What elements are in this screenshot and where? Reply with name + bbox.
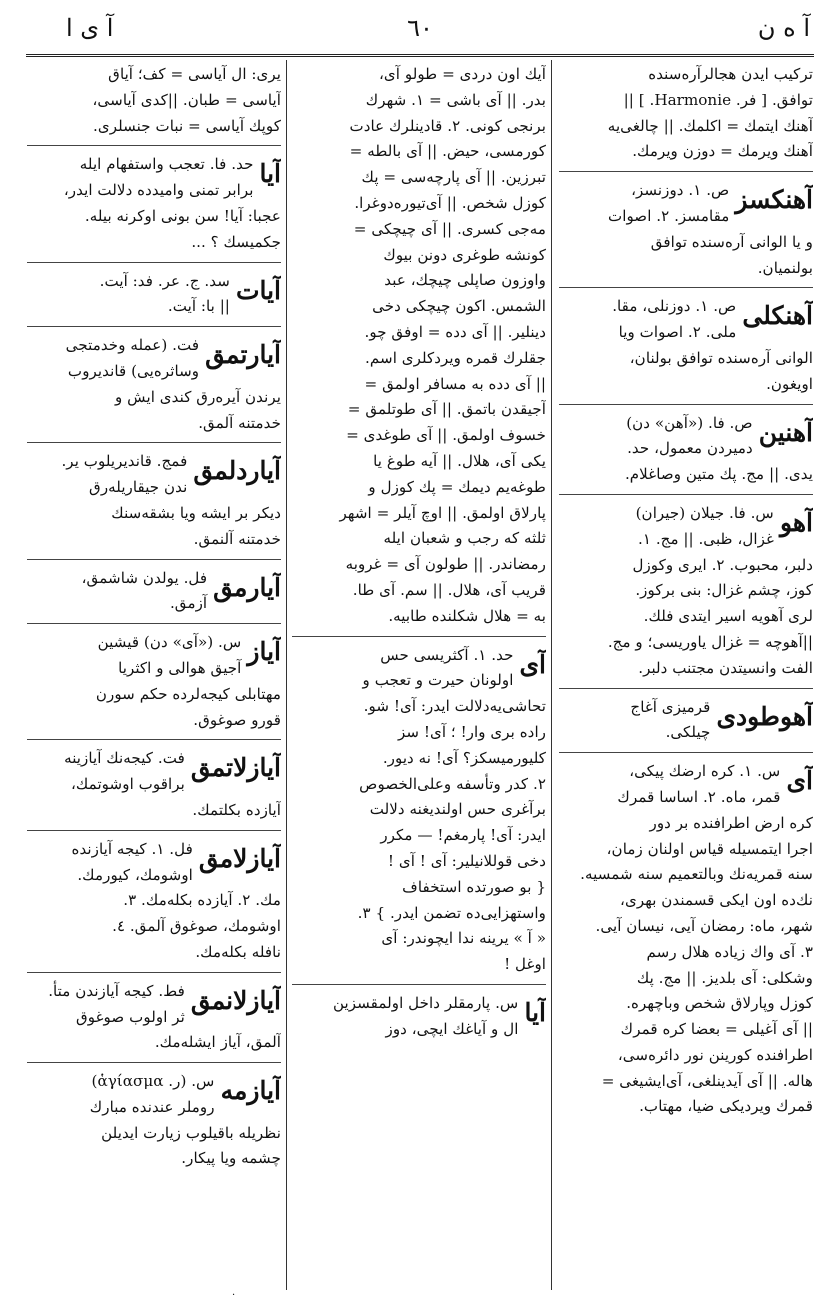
page-mark: ·: [232, 1290, 236, 1301]
entry-text-line: یرندن آیره‌رق کندی ایش و: [115, 387, 281, 406]
entry-text-line: چیلکی.: [665, 723, 711, 742]
entry-text-line: اوشومك، کیورمك.: [77, 865, 193, 884]
entry-text-line: { بو صورتده استخفاف: [402, 877, 546, 896]
dictionary-entry: [559, 501, 813, 689]
entry-headword: آی: [519, 649, 546, 679]
entry-headword: آیاز: [247, 637, 281, 667]
entry-text-line: || با: آیت.: [167, 297, 230, 316]
entry-headword: آیارتمق: [205, 340, 281, 370]
entry-text-line: || آی دده به مسافر اولمق =: [364, 374, 546, 393]
entry-text-line: آیك اون دردی = طولو آی،: [379, 65, 546, 83]
page-number: ٦٠: [407, 14, 433, 42]
header-rule: [26, 54, 814, 57]
entry-headword: آیازلانمق: [190, 985, 281, 1015]
entry-text-line: کوپك آیاسی = نبات جنسلری.: [93, 116, 281, 135]
dictionary-entry: [292, 643, 546, 985]
entry-headword: آیازمه: [220, 1076, 281, 1106]
entry-text-line: جکمیسك ؟ ...: [191, 232, 281, 251]
entry-text-line: سد. ج. عر. فد: آیت.: [99, 271, 230, 290]
entry-text-line: حد. ۱. آکثریسی حس: [380, 645, 514, 664]
entry-text-line: اوشومك، صوغوق آلمق. ٤.: [112, 917, 281, 936]
entry-text-line: توافق. [ فر. Harmonie. ] ||: [623, 90, 813, 109]
dictionary-entry: [559, 178, 813, 288]
dictionary-entry: [559, 294, 813, 404]
entry-headword: آیازلاتمق: [190, 753, 281, 783]
entry-text-line: رمضاندر. || طولون آی = غروبه: [345, 555, 546, 574]
entry-text-line: س. (ر. ἁγίασμα): [91, 1072, 215, 1091]
entry-text-line: سنه قمریه‌نك وبالتعمیم سنه شمسیه.: [580, 865, 813, 884]
entry-text-line: پارلاق اولمق. || اوچ آیلر = اشهر: [339, 503, 546, 522]
entry-text-line: مك. ۲. آیازده بکله‌مك. ۳.: [123, 891, 281, 910]
entry-text-line: روملر عندنده مبارك: [89, 1097, 215, 1116]
entry-headword: آیازلامق: [198, 843, 281, 873]
entry-text-line: برآغری حس اولندیغنه دلالت: [369, 800, 546, 819]
entry-text-line: قرمیزی آغاج: [630, 697, 711, 716]
entry-text-line: و یا الوانی آره‌سنده توافق: [650, 232, 813, 251]
entry-headword: آهنکسز: [735, 185, 813, 215]
entry-text-line: ایدر: آی! پارمغم! — مکرر: [380, 826, 546, 845]
entry-text-line: فت. کیجه‌نك آیازینه: [64, 749, 185, 768]
entry-text-line: وشکلی: آی بلدیز. || مج. پك: [636, 968, 813, 987]
entry-text-line: نك‌ده اون ایکی قسمندن بهری،: [620, 891, 813, 910]
entry-text-line: کلیورمیسکز؟ آی! نه دیور.: [382, 748, 546, 767]
entry-text-line: آیازده بکلتمك.: [192, 800, 281, 819]
dictionary-entry: [559, 411, 813, 495]
entry-headword: آهنکلی: [742, 301, 813, 331]
entry-headword: آهنین: [758, 417, 813, 447]
entry-text-line: چشمه ویا پیکار.: [181, 1149, 281, 1168]
entry-text-line: وساثره‌یی) قاندیروب: [67, 361, 200, 380]
entry-text-line: الفت وانسیتدن مجتنب دلبر.: [638, 658, 813, 677]
entry-text-line: س. («آی» دن) قیشین: [97, 633, 242, 652]
entry-text-line: واوزون صاپلی چیچك، عبد: [384, 271, 546, 290]
column-divider: [551, 60, 552, 1290]
entry-text-line: ثر اولوب صوغوق: [75, 1007, 185, 1026]
entry-headword: آیا: [259, 159, 281, 189]
column-left: [27, 62, 281, 1282]
entry-headword: آیا: [524, 997, 546, 1027]
entry-text-line: || آی آغیلی = بعضا کره قمرك: [620, 1020, 813, 1039]
entry-text-line: کورمسی، حیض. || آی بالطه =: [349, 142, 546, 161]
entry-text-line: عجبا: آیا! سن بونی اوکرنه بیله.: [84, 206, 281, 225]
entry-text-line: دیکر بر ایشه ویا بشقه‌سنك: [111, 503, 281, 522]
entry-text-line: اوغل !: [504, 955, 546, 974]
dictionary-entry: [27, 979, 281, 1063]
entry-text-line: ۲. کدر وتأسفه وعلی‌الخصوص: [359, 774, 546, 793]
entry-text-line: آزمق.: [169, 594, 208, 613]
entry-text-line: اجرا ایتمسیله قیاس اولنان زمان،: [606, 839, 813, 858]
entry-text-line: مه‌جی کسری. || آی چیچکی =: [353, 219, 546, 238]
dictionary-entry: [27, 333, 281, 443]
entry-headword: آهوطودی: [716, 701, 813, 731]
entry-text-line: ||آهوچه = غزال یاوریسی؛ و مج.: [607, 632, 813, 651]
entry-text-line: مقامسز. ۲. اصوات: [607, 206, 730, 225]
entry-text-line: اویغون.: [766, 374, 813, 393]
dictionary-entry: [292, 62, 546, 637]
header-guide-word-left: آ ى ا: [66, 14, 114, 42]
entry-text-line: خدمتنه آلنمق.: [193, 529, 281, 548]
entry-text-line: فط. کیجه آیازندن متأ.: [48, 981, 185, 1000]
entry-headword: آیارمق: [213, 572, 281, 602]
entry-text-line: قمرك ویردیکی ضیا، مهتاب.: [639, 1097, 813, 1116]
entry-text-line: فت. (عمله وخدمتجی: [65, 336, 200, 355]
entry-text-line: ندن جیقاریلەرق: [89, 478, 188, 497]
entry-text-line: ص. فا. («آهن» دن): [626, 413, 753, 432]
header-guide-word-right: آ ه ن: [757, 14, 810, 42]
entry-text-line: به = هلال شکلنده طابیه.: [388, 606, 546, 625]
entry-text-line: لری آهویه اسیر ایتدی فلك.: [643, 607, 813, 626]
entry-headword: آهو: [779, 507, 813, 537]
dictionary-entry: [27, 62, 281, 146]
dictionary-entry: [27, 630, 281, 740]
entry-text-line: ص. ۱. دوزنلی، مقا.: [612, 297, 737, 316]
entry-text-line: ال و آیاغك ایچی، دوز: [385, 1019, 519, 1038]
entry-text-line: یکی آی، هلال. || آیه طوغ یا: [373, 451, 546, 470]
column-right: [559, 62, 813, 1282]
entry-text-line: دمیردن معمول، حد.: [627, 439, 753, 458]
entry-text-line: جقلرك قمره ویردکلری اسم.: [365, 348, 546, 367]
entry-text-line: س. ۱. کره ارضك پیکی،: [629, 762, 781, 781]
entry-text-line: غزال، ظبی. || مج. ۱.: [638, 529, 774, 548]
entry-text-line: ص. ۱. دوزنسز،: [631, 181, 730, 200]
dictionary-entry: [292, 991, 546, 1049]
entry-text-line: برابر تمنی وامیدده دلالت ایدر،: [63, 181, 254, 200]
entry-text-line: هاله. || آی آیدینلغی، آی‌ایشیغی =: [601, 1071, 813, 1090]
entry-text-line: برنجی کونی. ۲. قادینلرك عادت: [349, 116, 546, 135]
entry-text-line: خدمتنه آلمق.: [198, 413, 281, 432]
entry-text-line: بدر. || آی باشی = ۱. شهرك: [365, 90, 546, 109]
entry-text-line: یری: ال آیاسی = کف؛ آیاق: [108, 65, 281, 83]
entry-text-line: قورو صوغوق.: [193, 710, 281, 729]
column-divider: [286, 60, 287, 1290]
entry-text-line: نظریله باقیلوب زیارت ایدیلن: [101, 1123, 281, 1142]
entry-text-line: قمر، ماه. ۲. اساسا قمرك: [617, 787, 781, 806]
entry-text-line: آهنك ویرمك = دوزن ویرمك.: [632, 142, 813, 161]
dictionary-entry: [27, 746, 281, 830]
entry-text-line: تحاشی‌یه‌دلالت ایدر: آی! شو.: [363, 697, 546, 716]
entry-text-line: طوغه‌یم دیمك = پك کوزل و: [368, 477, 546, 496]
entry-text-line: راده بری وار! ؛ آی! سز: [397, 722, 546, 741]
dictionary-entry: [27, 449, 281, 559]
entry-text-line: فمج. قاندیریلوب یر.: [61, 452, 188, 471]
entry-text-line: یدی. || مج. پك متین وصاغلام.: [624, 465, 813, 484]
entry-text-line: ملی. ۲. اصوات ویا: [618, 323, 737, 342]
dictionary-entry: [27, 152, 281, 262]
entry-text-line: فل. یولدن شاشمق،: [81, 568, 208, 587]
entry-text-line: حد. فا. تعجب واستفهام ایله: [79, 155, 254, 174]
entry-headword: آیاردلمق: [193, 456, 281, 486]
dictionary-entry: [559, 759, 813, 1126]
entry-text-line: دلبر، محبوب. ۲. ایری وکوزل: [632, 555, 813, 574]
entry-text-line: س. پارمقلر داخل اولمقسزین: [332, 993, 519, 1012]
entry-text-line: س. فا. جیلان (جیران): [635, 503, 774, 522]
entry-text-line: ۳. آی واك زیاده هلال رسم: [646, 942, 813, 961]
entry-text-line: آجیقدن باتمق. || آی طوتلمق =: [347, 400, 546, 419]
entry-text-line: کره ارض اطرافنده بر دور: [649, 813, 813, 832]
entry-text-line: فل. ۱. کیجه آیازنده: [71, 839, 193, 858]
entry-text-line: الشمس. اکون چیچکی دخی: [372, 297, 546, 316]
entry-text-line: ترکیب ایدن هجالرآره‌سنده: [648, 65, 813, 83]
entry-text-line: الوانی آره‌سنده توافق بولنان،: [629, 348, 813, 367]
entry-text-line: ثلثه که رجب و شعبان ایله: [383, 529, 546, 548]
entry-text-line: اطرافنده کورینن نور دائره‌سی،: [617, 1045, 813, 1064]
entry-text-line: کوز، چشم غزال: بنی برکوز.: [635, 581, 813, 600]
entry-text-line: کونشه طوغری دونن بیوك: [383, 245, 546, 264]
entry-text-line: « آ » یرینه ندا ایچوندر: آی: [381, 929, 546, 948]
entry-text-line: کوزل وپارلاق شخص وباچهره.: [626, 994, 813, 1013]
dictionary-entry: [27, 566, 281, 625]
dictionary-entry: [559, 62, 813, 172]
entry-text-line: شهر، ماه: رمضان آیی، نیسان آیی.: [595, 916, 813, 935]
page-header: [26, 14, 814, 54]
entry-text-line: قریب آی، هلال. || سم. آی طا.: [352, 580, 546, 599]
entry-text-line: کوزل شخص. || آی‌تیوره‌دوغرا.: [354, 193, 546, 212]
entry-text-line: اولونان حیرت و تعجب و: [362, 671, 514, 690]
entry-text-line: آلمق، آیاز ایشله‌مك.: [154, 1033, 281, 1052]
dictionary-entry: [27, 1069, 281, 1178]
entry-text-line: خسوف اولمق. || آی طوغدی =: [346, 426, 546, 445]
entry-text-line: تبرزین. || آی پارچه‌سی = پك: [361, 168, 546, 187]
dictionary-entry: [27, 269, 281, 328]
dictionary-entry: [27, 837, 281, 973]
entry-headword: آی: [786, 766, 813, 796]
entry-headword: آیات: [235, 275, 281, 305]
entry-text-line: بولنمیان.: [757, 258, 813, 277]
entry-text-line: دخی قوللانیلیر: آی ! آی !: [387, 851, 546, 870]
entry-text-line: براقوب اوشوتمك،: [70, 775, 185, 794]
entry-text-line: نافله بکله‌مك.: [195, 942, 281, 961]
entry-text-line: آیاسی = طبان. ||کدی آیاسی،: [92, 90, 281, 109]
entry-text-line: واستهزایی‌ده تضمن ایدر. } ۳.: [357, 903, 546, 922]
column-middle: [292, 62, 546, 1282]
entry-text-line: مهتابلی کیجه‌لرده حکم سورن: [95, 684, 281, 703]
entry-text-line: دینلیر. || آی دده = اوفق چو.: [364, 322, 546, 341]
entry-text-line: آهنك ایتمك = اكلمك. || چالغی‌یه: [607, 116, 813, 135]
entry-text-line: آجیق هوالی و اکثریا: [118, 658, 242, 677]
dictionary-entry: [559, 695, 813, 754]
